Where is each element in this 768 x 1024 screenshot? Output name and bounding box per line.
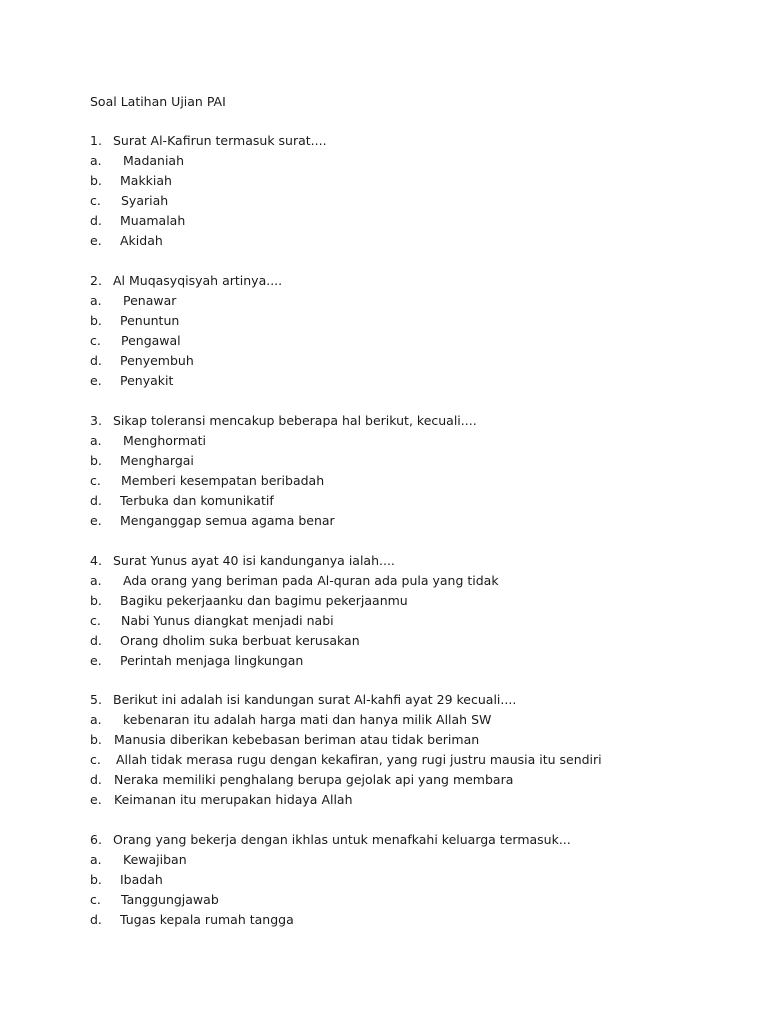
question-line xyxy=(90,271,750,291)
question-number: 6. xyxy=(90,832,102,847)
question-number: 4. xyxy=(90,553,102,568)
option-b xyxy=(90,451,750,471)
option-d xyxy=(90,770,750,790)
option-text: Menghargai xyxy=(120,453,194,468)
option-e xyxy=(90,790,750,810)
option-a xyxy=(90,571,750,591)
question-line xyxy=(90,690,750,710)
option-text: kebenaran itu adalah harga mati dan hanya milik Allah SW xyxy=(123,712,492,727)
option-a xyxy=(90,291,750,311)
option-text: Memberi kesempatan beribadah xyxy=(121,473,325,488)
option-letter: a. xyxy=(90,573,102,588)
option-b xyxy=(90,730,750,750)
option-letter: d. xyxy=(90,912,102,927)
option-letter: e. xyxy=(90,373,102,388)
option-letter: c. xyxy=(90,613,101,628)
option-letter: a. xyxy=(90,153,102,168)
option-letter: a. xyxy=(90,852,102,867)
question-text: Surat Yunus ayat 40 isi kandunganya ialah.... xyxy=(113,553,395,568)
option-letter: d. xyxy=(90,493,102,508)
question-number: 1. xyxy=(90,133,102,148)
option-text: Orang dholim suka berbuat kerusakan xyxy=(120,633,360,648)
option-e xyxy=(90,511,750,531)
option-e xyxy=(90,651,750,671)
option-text: Keimanan itu merupakan hidaya Allah xyxy=(114,792,353,807)
option-text: Penyakit xyxy=(120,373,174,388)
question-line xyxy=(90,551,750,571)
option-b xyxy=(90,591,750,611)
option-d xyxy=(90,631,750,651)
option-d xyxy=(90,491,750,511)
option-text: Akidah xyxy=(120,233,163,248)
option-text: Menganggap semua agama benar xyxy=(120,513,335,528)
question-text: Al Muqasyqisyah artinya.... xyxy=(113,273,283,288)
question-1 xyxy=(90,131,750,251)
option-letter: e. xyxy=(90,233,102,248)
option-text: Muamalah xyxy=(120,213,186,228)
option-text: Bagiku pekerjaanku dan bagimu pekerjaanmu xyxy=(120,593,408,608)
option-d xyxy=(90,351,750,371)
document-title: Soal Latihan Ujian PAI xyxy=(90,94,226,109)
option-text: Kewajiban xyxy=(123,852,187,867)
option-letter: e. xyxy=(90,792,102,807)
option-letter: d. xyxy=(90,772,102,787)
option-letter: c. xyxy=(90,193,101,208)
option-letter: d. xyxy=(90,353,102,368)
question-number: 5. xyxy=(90,692,102,707)
option-text: Penyembuh xyxy=(120,353,194,368)
question-line xyxy=(90,411,750,431)
option-text: Terbuka dan komunikatif xyxy=(120,493,274,508)
option-a xyxy=(90,431,750,451)
question-text: Orang yang bekerja dengan ikhlas untuk menafkahi keluarga termasuk... xyxy=(113,832,571,847)
option-letter: c. xyxy=(90,473,101,488)
option-letter: a. xyxy=(90,712,102,727)
question-4 xyxy=(90,551,750,671)
option-text: Penuntun xyxy=(120,313,180,328)
option-a xyxy=(90,151,750,171)
option-text: Nabi Yunus diangkat menjadi nabi xyxy=(121,613,334,628)
option-text: Allah tidak merasa rugu dengan kekafiran, yang rugi justru mausia itu sendiri xyxy=(116,752,602,767)
option-c xyxy=(90,611,750,631)
question-5 xyxy=(90,690,750,810)
question-6 xyxy=(90,830,750,930)
option-b xyxy=(90,311,750,331)
option-letter: b. xyxy=(90,732,102,747)
option-c xyxy=(90,331,750,351)
question-3 xyxy=(90,411,750,531)
question-number: 3. xyxy=(90,413,102,428)
option-letter: b. xyxy=(90,313,102,328)
option-text: Manusia diberikan kebebasan beriman atau tidak beriman xyxy=(114,732,480,747)
option-c xyxy=(90,471,750,491)
option-letter: b. xyxy=(90,173,102,188)
option-b xyxy=(90,870,750,890)
question-text: Surat Al-Kafirun termasuk surat.... xyxy=(113,133,327,148)
option-text: Tanggungjawab xyxy=(121,892,219,907)
option-e xyxy=(90,371,750,391)
option-text: Menghormati xyxy=(123,433,207,448)
option-letter: b. xyxy=(90,872,102,887)
option-d xyxy=(90,910,750,930)
option-letter: b. xyxy=(90,593,102,608)
option-letter: a. xyxy=(90,293,102,308)
option-letter: d. xyxy=(90,633,102,648)
option-c xyxy=(90,191,750,211)
option-letter: e. xyxy=(90,513,102,528)
option-e xyxy=(90,231,750,251)
option-text: Perintah menjaga lingkungan xyxy=(120,653,304,668)
option-text: Pengawal xyxy=(121,333,181,348)
option-text: Tugas kepala rumah tangga xyxy=(120,912,294,927)
option-text: Syariah xyxy=(121,193,169,208)
option-letter: e. xyxy=(90,653,102,668)
question-line xyxy=(90,131,750,151)
option-text: Ibadah xyxy=(120,872,163,887)
option-text: Ada orang yang beriman pada Al-quran ada pula yang tidak xyxy=(123,573,499,588)
option-letter: d. xyxy=(90,213,102,228)
option-b xyxy=(90,171,750,191)
option-letter: c. xyxy=(90,333,101,348)
option-letter: a. xyxy=(90,433,102,448)
question-text: Berikut ini adalah isi kandungan surat Al-kahfi ayat 29 kecuali.... xyxy=(113,692,517,707)
question-number: 2. xyxy=(90,273,102,288)
option-letter: c. xyxy=(90,752,101,767)
option-letter: b. xyxy=(90,453,102,468)
option-text: Penawar xyxy=(123,293,177,308)
option-a xyxy=(90,710,750,730)
option-a xyxy=(90,850,750,870)
option-letter: c. xyxy=(90,892,101,907)
question-line xyxy=(90,830,750,850)
option-text: Neraka memiliki penghalang berupa gejolak api yang membara xyxy=(114,772,514,787)
option-d xyxy=(90,211,750,231)
question-2 xyxy=(90,271,750,391)
option-text: Madaniah xyxy=(123,153,185,168)
question-text: Sikap toleransi mencakup beberapa hal berikut, kecuali.... xyxy=(113,413,477,428)
option-c xyxy=(90,890,750,910)
option-text: Makkiah xyxy=(120,173,172,188)
option-c xyxy=(90,750,750,770)
